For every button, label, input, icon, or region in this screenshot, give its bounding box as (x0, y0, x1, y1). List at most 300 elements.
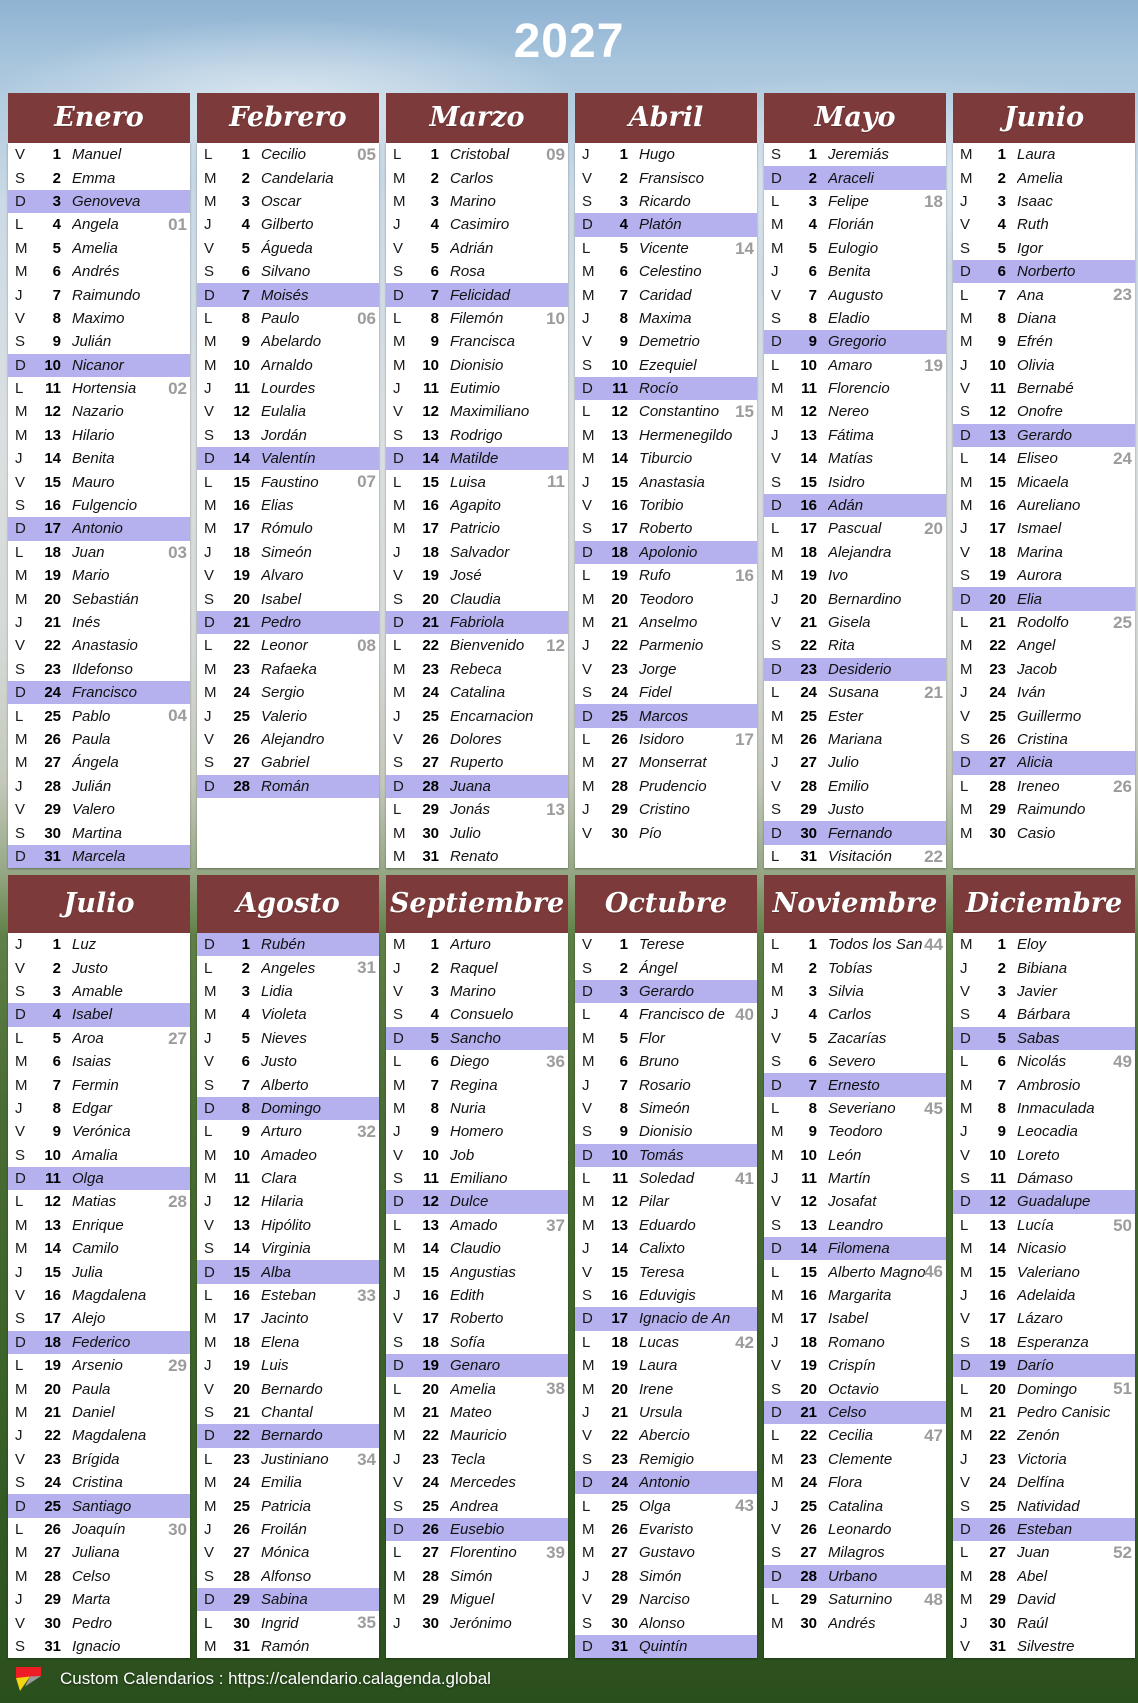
saint-name: Efrén (1017, 333, 1053, 351)
saint-name: Encarnacion (450, 707, 534, 725)
day-row (764, 1377, 946, 1400)
day-row (953, 611, 1135, 634)
day-letter: M (393, 824, 406, 842)
day-row (386, 213, 568, 236)
day-letter: V (582, 936, 593, 954)
day-letter: V (771, 450, 782, 468)
day-number: 30 (800, 824, 817, 842)
day-letter: M (582, 1544, 595, 1562)
day-number: 26 (422, 730, 439, 748)
saint-name: Brígida (72, 1450, 120, 1468)
day-number: 28 (611, 777, 628, 795)
day-number: 24 (233, 684, 250, 702)
day-number: 18 (611, 1333, 628, 1351)
saint-name: Pablo (72, 707, 111, 725)
day-letter: M (393, 684, 406, 702)
month-diciembre (953, 875, 1135, 1658)
saint-name: Alejo (72, 1310, 106, 1328)
day-letter: M (15, 1240, 28, 1258)
day-number: 11 (990, 380, 1006, 398)
day-letter: M (393, 660, 406, 678)
day-row (8, 1003, 190, 1026)
day-number: 20 (800, 1380, 817, 1398)
day-letter: D (204, 450, 215, 468)
day-letter: S (771, 309, 782, 327)
day-row (953, 933, 1135, 956)
day-row (386, 1331, 568, 1354)
saint-name: Guadalupe (1017, 1193, 1091, 1211)
day-number: 4 (241, 1006, 250, 1024)
day-row (8, 541, 190, 564)
saint-name: Laura (1017, 146, 1056, 164)
saint-name: Santiago (72, 1497, 132, 1515)
day-number: 30 (611, 1614, 628, 1632)
day-row (953, 1307, 1135, 1330)
day-row (953, 1144, 1135, 1167)
day-letter: S (204, 263, 215, 281)
saint-name: Marino (450, 192, 496, 210)
saint-name: Luz (72, 936, 97, 954)
day-row (764, 564, 946, 587)
day-letter: D (960, 426, 971, 444)
day-number: 10 (989, 356, 1006, 374)
day-number: 27 (233, 754, 250, 772)
day-letter: M (960, 660, 973, 678)
day-number: 30 (44, 824, 61, 842)
day-number: 28 (422, 1567, 439, 1585)
saint-name: Leonardo (828, 1520, 892, 1538)
week-number: 17 (735, 729, 754, 749)
day-number: 10 (44, 1146, 61, 1164)
day-number: 22 (800, 1427, 817, 1445)
day-row (386, 1307, 568, 1330)
saint-name: Justiniano (261, 1450, 329, 1468)
day-letter: V (15, 309, 26, 327)
day-number: 27 (44, 754, 61, 772)
day-letter: M (582, 1193, 595, 1211)
saint-name: Matías (828, 450, 874, 468)
day-letter: J (204, 1520, 212, 1538)
saint-name: Olga (639, 1497, 671, 1515)
saint-name: Faustino (261, 473, 319, 491)
day-number: 5 (997, 1029, 1006, 1047)
day-row (575, 821, 757, 844)
day-row (8, 1588, 190, 1611)
day-row (197, 1331, 379, 1354)
week-number: 38 (546, 1379, 565, 1399)
day-row (8, 681, 190, 704)
day-number: 17 (44, 1310, 61, 1328)
saint-name: Cristobal (450, 146, 510, 164)
saint-name: Francisco (72, 684, 138, 702)
saint-name: Demetrio (639, 333, 700, 351)
day-number: 31 (44, 1637, 61, 1655)
day-row (575, 1494, 757, 1517)
day-row (8, 1424, 190, 1447)
day-letter: S (393, 1170, 404, 1188)
saint-name: Constantino (639, 403, 720, 421)
day-letter: M (771, 1310, 784, 1328)
saint-name: Delfína (1017, 1474, 1065, 1492)
day-number: 25 (800, 707, 817, 725)
day-letter: L (582, 1497, 591, 1515)
day-number: 15 (422, 1263, 439, 1281)
day-letter: M (204, 169, 217, 187)
day-row (197, 1611, 379, 1634)
day-letter: J (393, 380, 401, 398)
day-number: 25 (44, 1497, 61, 1515)
day-number: 23 (44, 660, 61, 678)
saint-name: Marina (1017, 543, 1063, 561)
day-letter: J (15, 450, 23, 468)
saint-name: Daniel (72, 1404, 115, 1421)
day-number: 21 (800, 614, 817, 631)
day-number: 2 (997, 959, 1006, 977)
day-letter: J (771, 263, 779, 281)
saint-name: Andrés (72, 263, 120, 281)
day-number: 27 (611, 1544, 628, 1562)
day-number: 25 (611, 1497, 628, 1515)
day-number: 9 (52, 1123, 61, 1141)
day-letter: M (960, 936, 973, 954)
day-letter: L (204, 473, 213, 491)
saint-name: Benita (72, 450, 115, 468)
day-number: 15 (800, 1263, 817, 1281)
day-row (953, 377, 1135, 400)
day-number: 4 (808, 216, 817, 234)
day-number: 5 (430, 239, 439, 257)
day-letter: M (204, 520, 217, 538)
day-row (386, 634, 568, 657)
day-letter: M (204, 497, 217, 515)
day-letter: L (771, 356, 780, 374)
month-days (953, 933, 1135, 1658)
day-letter: M (15, 1216, 28, 1234)
saint-name: Anselmo (639, 614, 698, 631)
day-number: 21 (611, 1404, 628, 1421)
day-row (8, 634, 190, 657)
day-row (953, 330, 1135, 353)
day-number: 18 (233, 543, 250, 561)
saint-name: Saturnino (828, 1591, 893, 1609)
day-letter: L (15, 707, 24, 725)
saint-name: Visitación (828, 847, 892, 865)
week-number: 04 (168, 706, 187, 726)
day-number: 22 (989, 1427, 1006, 1445)
day-row (8, 564, 190, 587)
day-number: 7 (52, 1076, 61, 1094)
day-row (197, 956, 379, 979)
day-row (386, 980, 568, 1003)
saint-name: Adán (828, 497, 864, 515)
day-letter: V (204, 567, 215, 585)
day-number: 13 (233, 1216, 250, 1234)
day-row (386, 821, 568, 844)
day-letter: J (582, 801, 590, 819)
day-letter: L (582, 1006, 591, 1024)
day-row (575, 1588, 757, 1611)
saint-name: Quintín (639, 1637, 688, 1655)
saint-name: Rodolfo (1017, 614, 1069, 631)
day-letter: J (960, 1450, 968, 1468)
saint-name: Julio (828, 754, 859, 772)
day-number: 15 (233, 1263, 250, 1281)
day-number: 29 (422, 1591, 439, 1609)
day-letter: D (204, 1263, 215, 1281)
day-number: 15 (611, 1263, 628, 1281)
day-number: 26 (989, 730, 1006, 748)
day-letter: D (960, 1357, 971, 1375)
day-row (197, 1073, 379, 1096)
day-letter: J (15, 936, 23, 954)
day-number: 11 (45, 1170, 61, 1188)
day-row (764, 166, 946, 189)
saint-name: Milagros (828, 1544, 885, 1562)
week-number: 23 (1113, 285, 1132, 305)
day-row (575, 1541, 757, 1564)
day-row (386, 1050, 568, 1073)
day-letter: M (204, 333, 217, 351)
day-letter: J (393, 959, 401, 977)
week-number: 30 (168, 1519, 187, 1539)
day-letter: M (960, 309, 973, 327)
saint-name: Filemón (450, 309, 504, 327)
day-number: 13 (44, 1216, 61, 1234)
day-number: 2 (241, 959, 250, 977)
day-letter: L (582, 403, 591, 421)
day-letter: V (771, 614, 782, 631)
day-letter: S (582, 1123, 593, 1141)
day-number: 25 (989, 707, 1006, 725)
day-row (953, 980, 1135, 1003)
saint-name: Paula (72, 730, 111, 748)
day-number: 2 (52, 959, 61, 977)
day-letter: D (15, 356, 26, 374)
saint-name: Carlos (450, 169, 494, 187)
day-letter: M (582, 754, 595, 772)
week-number: 21 (924, 682, 943, 702)
saint-name: Valeriano (1017, 1263, 1080, 1281)
day-letter: M (204, 1333, 217, 1351)
saint-name: Mateo (450, 1404, 492, 1421)
day-row (764, 1424, 946, 1447)
week-number: 27 (168, 1028, 187, 1048)
day-row (764, 728, 946, 751)
day-letter: S (771, 801, 782, 819)
saint-name: Inés (72, 614, 101, 631)
day-row (575, 980, 757, 1003)
saint-name: Ruth (1017, 216, 1049, 234)
day-letter: V (204, 403, 215, 421)
day-number: 26 (800, 730, 817, 748)
day-row (386, 190, 568, 213)
day-number: 15 (989, 1263, 1006, 1281)
day-number: 13 (422, 426, 439, 444)
day-number: 12 (800, 1193, 817, 1211)
day-letter: S (771, 1380, 782, 1398)
day-number: 1 (808, 936, 817, 954)
day-letter: M (204, 1497, 217, 1515)
day-number: 22 (800, 637, 817, 655)
day-row (764, 541, 946, 564)
saint-name: Alejandra (828, 543, 892, 561)
day-number: 28 (800, 777, 817, 795)
day-row (764, 1260, 946, 1283)
saint-name: Pascual (828, 520, 882, 538)
day-row (575, 1565, 757, 1588)
day-letter: J (393, 707, 401, 725)
saint-name: Isaias (72, 1053, 112, 1071)
day-letter: L (771, 684, 780, 702)
day-number: 7 (619, 286, 628, 304)
saint-name: Aroa (72, 1029, 104, 1047)
saint-name: Salvador (450, 543, 510, 561)
day-row (575, 587, 757, 610)
day-number: 3 (619, 982, 628, 1000)
day-number: 30 (800, 1614, 817, 1632)
day-letter: S (204, 426, 215, 444)
saint-name: Chantal (261, 1404, 313, 1421)
saint-name: Elena (261, 1333, 300, 1351)
day-letter: D (582, 982, 593, 1000)
day-row (197, 307, 379, 330)
day-letter: J (960, 356, 968, 374)
saint-name: Julio (450, 824, 481, 842)
month-days (764, 143, 946, 868)
day-letter: J (960, 684, 968, 702)
day-letter: S (15, 660, 26, 678)
day-row (386, 470, 568, 493)
day-letter: D (393, 1193, 404, 1211)
saint-name: Eduvigis (639, 1287, 696, 1305)
day-number: 14 (800, 1240, 817, 1258)
day-letter: D (204, 1427, 215, 1445)
day-row (953, 658, 1135, 681)
day-row (8, 798, 190, 821)
day-number: 1 (619, 936, 628, 954)
saint-name: Javier (1017, 982, 1058, 1000)
day-letter: V (393, 1146, 404, 1164)
saint-name: Lucas (639, 1333, 680, 1351)
day-letter: V (204, 730, 215, 748)
saint-name: Ana (1017, 286, 1044, 304)
day-letter: M (15, 263, 28, 281)
day-number: 22 (989, 637, 1006, 655)
day-letter: M (582, 590, 595, 608)
saint-name: Ramón (261, 1637, 310, 1655)
week-number: 51 (1113, 1379, 1132, 1399)
saint-name: Simón (639, 1567, 682, 1585)
saint-name: Celso (72, 1567, 111, 1585)
day-letter: D (204, 286, 215, 304)
day-row (764, 424, 946, 447)
day-number: 11 (423, 380, 439, 398)
saint-name: Angustias (450, 1263, 516, 1281)
day-letter: M (15, 730, 28, 748)
day-letter: S (771, 146, 782, 164)
day-letter: D (393, 777, 404, 795)
day-number: 9 (997, 1123, 1006, 1141)
day-row (8, 1354, 190, 1377)
saint-name: Rosa (450, 263, 486, 281)
day-number: 30 (422, 1614, 439, 1632)
footer-link[interactable]: Custom Calendarios : https://calendario.calagenda.global (60, 1669, 491, 1688)
saint-name: Julián (72, 333, 112, 351)
saint-name: Bernardino (828, 590, 902, 608)
saint-name: Bárbara (1017, 1006, 1071, 1024)
day-number: 11 (612, 1170, 628, 1188)
saint-name: Martina (72, 824, 123, 842)
day-row (575, 1003, 757, 1026)
saint-name: Remigio (639, 1450, 695, 1468)
day-row (197, 611, 379, 634)
saint-name: Domingo (261, 1099, 322, 1117)
day-row (953, 1611, 1135, 1634)
day-row (8, 1331, 190, 1354)
day-letter: M (960, 1567, 973, 1585)
week-number: 39 (546, 1543, 565, 1563)
saint-name: Alba (261, 1263, 292, 1281)
day-row (386, 1097, 568, 1120)
day-number: 31 (44, 847, 61, 865)
saint-name: Susana (828, 684, 879, 702)
saint-name: Miguel (450, 1591, 495, 1609)
day-letter: M (771, 216, 784, 234)
day-number: 13 (611, 1216, 628, 1234)
day-row (8, 845, 190, 868)
saint-name: Eloy (1017, 936, 1047, 954)
day-row (197, 517, 379, 540)
day-row (8, 751, 190, 774)
saint-name: Amelia (450, 1380, 496, 1398)
saint-name: Fátima (828, 426, 874, 444)
day-row (953, 751, 1135, 774)
saint-name: Hilario (72, 426, 115, 444)
day-row (8, 213, 190, 236)
day-number: 4 (52, 216, 61, 234)
day-letter: D (204, 1591, 215, 1609)
saint-name: Cristina (72, 1474, 123, 1492)
saint-name: Todos los San (828, 936, 923, 954)
day-row (953, 213, 1135, 236)
day-number: 26 (233, 1520, 250, 1538)
day-number: 16 (989, 497, 1006, 515)
day-row (386, 1027, 568, 1050)
day-letter: D (582, 1637, 593, 1655)
saint-name: Alberto Magno (828, 1263, 926, 1281)
day-number: 17 (989, 520, 1006, 538)
day-number: 7 (430, 286, 439, 304)
saint-name: Micaela (1017, 473, 1069, 491)
saint-name: Desiderio (828, 660, 892, 678)
day-row (8, 190, 190, 213)
saint-name: Dionisio (639, 1123, 693, 1141)
month-name: Mayo (764, 93, 946, 143)
day-row (575, 1097, 757, 1120)
day-number: 2 (808, 169, 817, 187)
day-number: 15 (422, 473, 439, 491)
day-number: 18 (44, 1333, 61, 1351)
day-row (386, 1401, 568, 1424)
day-number: 14 (611, 1240, 628, 1258)
saint-name: Patricia (261, 1497, 312, 1515)
saint-name: Inmaculada (1017, 1099, 1095, 1117)
day-letter: J (960, 1287, 968, 1305)
saint-name: Natividad (1017, 1497, 1080, 1515)
day-row (575, 1120, 757, 1143)
day-number: 29 (422, 801, 439, 819)
day-number: 27 (800, 754, 817, 772)
